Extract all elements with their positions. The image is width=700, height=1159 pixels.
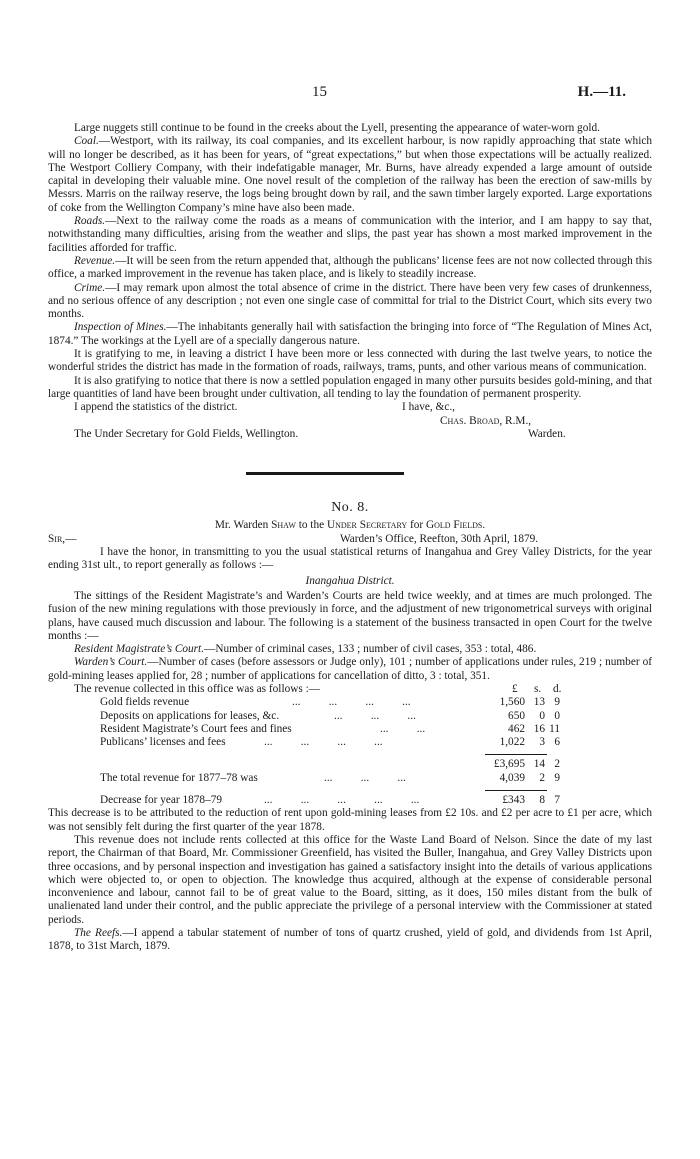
heading-crime: Crime.: [74, 281, 106, 294]
revenue-header-row: [48, 683, 652, 696]
text-revenue: —It will be seen from the return appended that, although the publicans’ license fees are not now collected through this office, a marked improvement in the revenue has taken place, and is likely to steadily increase.: [48, 254, 652, 281]
page-header: [0, 86, 700, 106]
row-leader: ... ... ...: [324, 771, 406, 784]
page-number: 15: [312, 84, 327, 100]
from-text-d: for: [407, 519, 426, 532]
table-row: [48, 736, 652, 749]
signature-row-3: [48, 428, 652, 441]
paragraph-decrease: This decrease is to be attributed to the reduction of rent upon gold-mining leases from £2 10s. and £2 per acre to £1 per acre, which was not sensibly felt during the first quarter of the year 1878.: [48, 807, 652, 833]
row-pence: 0: [554, 709, 560, 722]
heading-wardens-court: Warden’s Court.: [74, 656, 148, 669]
row-label: Deposits on applications for leases, &c.: [100, 709, 280, 722]
prior-label: The total revenue for 1877–78 was: [100, 771, 258, 784]
sum-rule-row: [48, 749, 652, 758]
row-leader: ... ... ...: [334, 709, 416, 722]
paragraph-gratifying-1: It is gratifying to me, in leaving a district I have been more or less connected with during the last twelve years, to notice the wonderful strides the district has made in the formation of roads, railways, trams, punts, and other various means of communication.: [48, 348, 652, 374]
row-pence: 6: [554, 736, 560, 749]
row-pounds: 650: [508, 709, 525, 722]
paragraph-nuggets: Large nuggets still continue to be found in the creeks about the Lyell, presenting the appearance of water-worn gold.: [74, 122, 600, 134]
signature-row-1: [48, 401, 652, 414]
letter-number-heading: No. 8.: [331, 500, 369, 516]
row-leader: ... ...: [380, 722, 426, 735]
report-body: [48, 122, 652, 954]
document-reference: H.—11.: [577, 84, 626, 100]
col-pounds: £: [512, 682, 518, 695]
from-name: Shaw: [271, 519, 296, 532]
text-mines: —The inhabitants generally hail with satisfaction the bringing into force of “The Regulation of Mines Act, 1874.” The workings at the Lyell are of a specially dangerous nature.: [48, 321, 652, 347]
sum-rule: [485, 790, 547, 791]
sum-rule-row: [48, 785, 652, 794]
text-wardens-court: —Number of cases (before assessors or Judge only), 101 ; number of applications under rules, 219 ; number of gold-mining leases applied for, 28 ; number of applications for cancellation of ditto, 3 : total, 351.: [48, 656, 652, 682]
signatory-title: Warden.: [528, 427, 566, 440]
paragraph-crime: [48, 282, 652, 322]
sum-rule: [485, 754, 547, 755]
prior-pounds: 4,039: [499, 771, 525, 784]
table-row: [48, 723, 652, 736]
heading-rm-court: Resident Magistrate’s Court.: [74, 643, 205, 656]
row-shillings: 13: [533, 696, 545, 709]
paragraph-gratifying-2: It is also gratifying to notice that there is now a settled population engaged in many other pursuits besides gold-mining, and that large quantities of land have been brought under cultivation, all tending to lay the foundation of permanent prosperity.: [48, 374, 652, 400]
text-roads: —Next to the railway come the roads as a means of communication with the interior, and I am happy to say that, notwithstanding many difficulties, arising from the weather and slips, the past year has shown a most marked improvement in the facilities afforded for traffic.: [48, 215, 652, 254]
addressee: The Under Secretary for Gold Fields, Wellington.: [74, 427, 299, 440]
row-pence: 11: [549, 722, 560, 735]
table-row: [48, 710, 652, 723]
revenue-intro: The revenue collected in this office was as follows :—: [74, 682, 321, 695]
revenue-table: [48, 683, 652, 807]
subtotal-pounds: £3,695: [493, 758, 525, 771]
paragraph-intro: I have the honor, in transmitting to you the usual statistical returns of Inangahua and Grey Valley Districts, for the year ending 31st ult., to report generally as follows :—: [48, 546, 652, 572]
text-coal: —Westport, with its railway, its coal companies, and its excellent harbour, is now rapidly approaching that state which will no longer be described, as it has been for years, of “great expectations,” but when those expectations will be actually realized. The Westport Colliery Company, with their indefatigable manager, Mr. Burns, have already expended a large amount of outside capital in developing their valuable mine. One novel result of the completion of the railway has been the erection of saw-mills by Messrs. Marris on the railway reserve, the logs being brought down by rail, and the sawn timber largely exported. Large exportations of coke from the Wellington Company’s mine have also been made.: [48, 135, 652, 214]
paragraph-mines: [48, 321, 652, 348]
row-leader: ... ... ... ... ...: [264, 794, 420, 807]
row-leader: ... ... ... ...: [292, 696, 411, 709]
text-reefs: —I append a tabular statement of number of tons of quartz crushed, yield of gold, and dividends from 1st April, 1878, to 31st March, 1879.: [48, 927, 652, 953]
signature-row-2: [48, 415, 652, 428]
prior-shillings: 2: [539, 771, 545, 784]
paragraph-wardens-court: [48, 656, 652, 683]
heading-mines: Inspection of Mines.: [74, 321, 167, 334]
letter-from-to: [48, 519, 652, 532]
row-shillings: 16: [533, 722, 545, 735]
subtotal-shillings: 14: [533, 758, 545, 771]
subtotal-pence: 2: [554, 758, 560, 771]
row-shillings: 3: [539, 736, 545, 749]
row-label: Publicans’ licenses and fees: [100, 736, 226, 749]
paragraph-waste-land: This revenue does not include rents collected at this office for the Waste Land Board of Nelson. Since the date of my last report, the Chairman of that Board, Mr. Commissioner Greenfield, has visited the Buller, Inangahua, and Grey Valley Districts upon three occasions, and by personal inspection and investigation has gained a satisfactory insight into the details of various applications which were objected to, or open to objection. The knowledge thus acquired, although at the expense of considerable personal inconvenience and labour, cannot fail to be of great value to the Board, sitting, as it does, 150 miles distant from the bulk of unalienated land under their control, and the public appreciate the privilege of a personal interview with the Commissioner at stated periods.: [48, 833, 652, 926]
row-pounds: 462: [508, 722, 525, 735]
prior-year-row: [48, 772, 652, 785]
signatory-name: Chas. Broad, R.M.,: [440, 414, 532, 427]
append-statistics: I append the statistics of the district.: [74, 401, 238, 414]
paragraph-reefs: [48, 927, 652, 954]
decrease-pence: 7: [554, 794, 560, 807]
row-shillings: 0: [539, 709, 545, 722]
col-pence: d.: [553, 682, 562, 695]
subtotal-row: [48, 758, 652, 771]
decrease-shillings: 8: [539, 794, 545, 807]
table-row: [48, 696, 652, 709]
col-shillings: s.: [534, 682, 542, 695]
row-label: Gold fields revenue: [100, 696, 190, 709]
closing-salutation: I have, &c.,: [402, 401, 456, 414]
paragraph-roads: [48, 215, 652, 255]
text-crime: —I may remark upon almost the total absence of crime in the district. There have been very few cases of drunkenness, and no serious offence of any description ; not even one single case of committal for trial to the District Court, which sits every two months.: [48, 281, 652, 321]
row-pence: 9: [554, 696, 560, 709]
salutation: Sir,—: [48, 532, 77, 545]
section-divider: [246, 472, 404, 475]
decrease-pounds: £343: [502, 794, 525, 807]
from-text-f: .: [482, 519, 486, 532]
heading-reefs: The Reefs.: [74, 927, 123, 940]
paragraph-revenue: [48, 255, 652, 282]
row-label: Resident Magistrate’s Court fees and fines: [100, 722, 292, 735]
prior-pence: 9: [554, 771, 560, 784]
heading-revenue: Revenue.: [74, 254, 116, 267]
to-office: Gold Fields: [425, 519, 483, 532]
heading-roads: Roads.: [74, 215, 106, 228]
paragraph-coal: [48, 135, 652, 215]
heading-coal: Coal.: [74, 135, 99, 148]
from-text-b: to the: [295, 519, 327, 532]
decrease-label: Decrease for year 1878–79: [100, 794, 223, 807]
decrease-row: [48, 794, 652, 807]
district-heading: Inangahua District.: [305, 574, 395, 587]
row-pounds: 1,560: [499, 696, 525, 709]
row-leader: ... ... ... ...: [264, 736, 383, 749]
paragraph-sittings: The sittings of the Resident Magistrate’s and Warden’s Courts are held twice weekly, and at times are much prolonged. The fusion of the new mining regulations with those previously in force, and the adjustment of new trigonometrical surveys with original plans, have caused much discussion and labour. The following is a statement of the business transacted in open Court for the twelve months :—: [48, 589, 652, 642]
letter-address: Warden’s Office, Reefton, 30th April, 1879.: [340, 532, 539, 545]
text-rm-court: —Number of criminal cases, 133 ; number of civil cases, 353 : total, 486.: [204, 643, 537, 656]
paragraph-rm-court: [48, 643, 652, 656]
from-text-a: Mr. Warden: [214, 519, 272, 532]
row-pounds: 1,022: [499, 736, 525, 749]
to-name: Under Secretary: [326, 519, 408, 532]
salutation-row: [48, 533, 652, 546]
